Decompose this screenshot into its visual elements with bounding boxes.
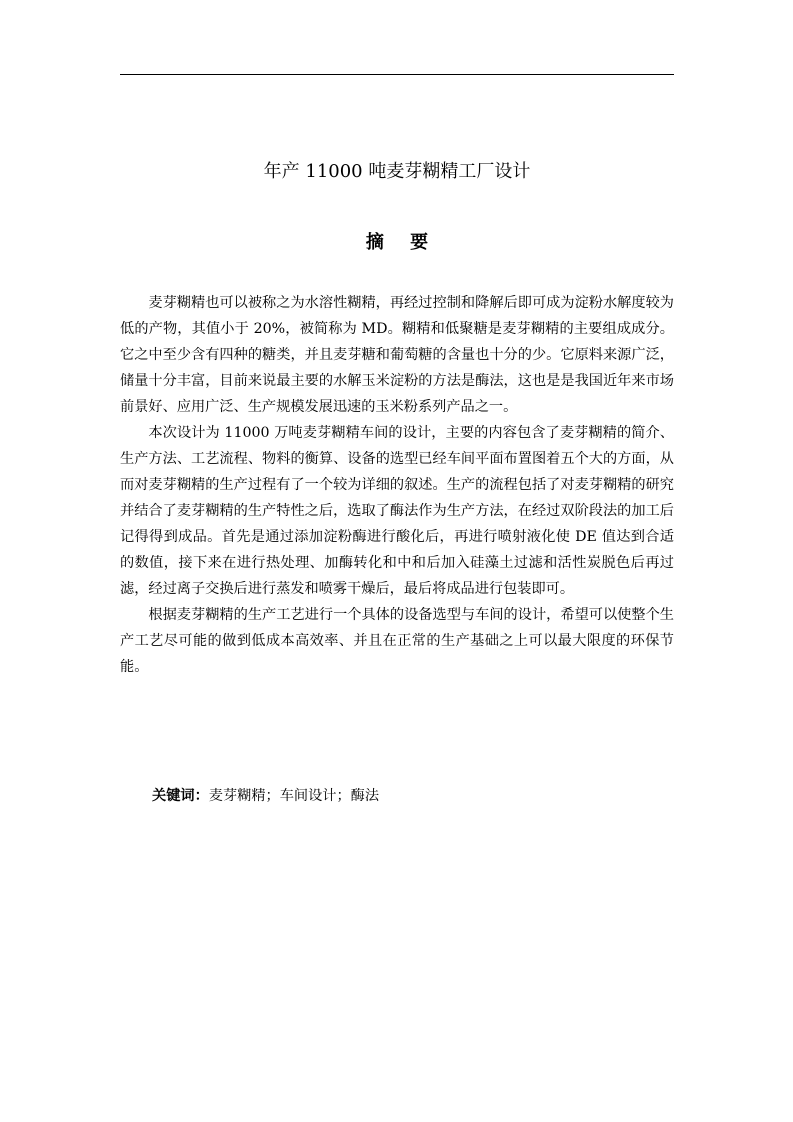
abstract-paragraph-1: 麦芽糊精也可以被称之为水溶性糊精，再经过控制和降解后即可成为淀粉水解度较为低的产物，其值小于 20%，被简称为 MD。糊精和低聚糖是麦芽糊精的主要组成成分。它之中至少含有四种的糖类，并且麦芽糖和葡萄糖的含量也十分的少。它原料来源广泛，储量十分丰富，目前来说最主要的水解玉米淀粉的方法是酶法，这也是是我国近年来市场前景好、应用广泛、生产规模发展迅速的玉米粉系列产品之一。: [120, 295, 674, 415]
abstract-body: [120, 290, 674, 680]
abstract-heading: 摘 要: [365, 232, 439, 253]
header-rule: [120, 74, 674, 75]
abstract-paragraph-3: 根据麦芽糊精的生产工艺进行一个具体的设备选型与车间的设计，希望可以使整个生产工艺尽可能的做到低成本高效率、并且在正常的生产基础之上可以最大限度的环保节能。: [120, 607, 674, 675]
keywords-label: 关键词：: [152, 788, 209, 804]
keywords-text: 麦芽糊精；车间设计；酶法: [208, 788, 380, 804]
document-title: 年产 11000 吨麦芽糊精工厂设计: [263, 161, 531, 182]
keywords-line: [152, 783, 379, 809]
abstract-paragraph-2: 本次设计为 11000 万吨麦芽糊精车间的设计，主要的内容包含了麦芽糊精的简介、生产方法、工艺流程、物料的衡算、设备的选型已经车间平面布置图着五个大的方面，从而对麦芽糊精的生产过程有了一个较为详细的叙述。生产的流程包括了对麦芽糊精的研究并结合了麦芽糊精的生产特性之后，选取了酶法作为生产方法，在经过双阶段法的加工后记得得到成品。首先是通过添加淀粉酶进行酸化后，再进行喷射液化使 DE 值达到合适的数值，接下来在进行热处理、加酶转化和中和后加入硅藻土过滤和活性炭脱色后再过滤，经过离子交换后进行蒸发和喷雾干燥后，最后将成品进行包装即可。: [120, 425, 674, 597]
